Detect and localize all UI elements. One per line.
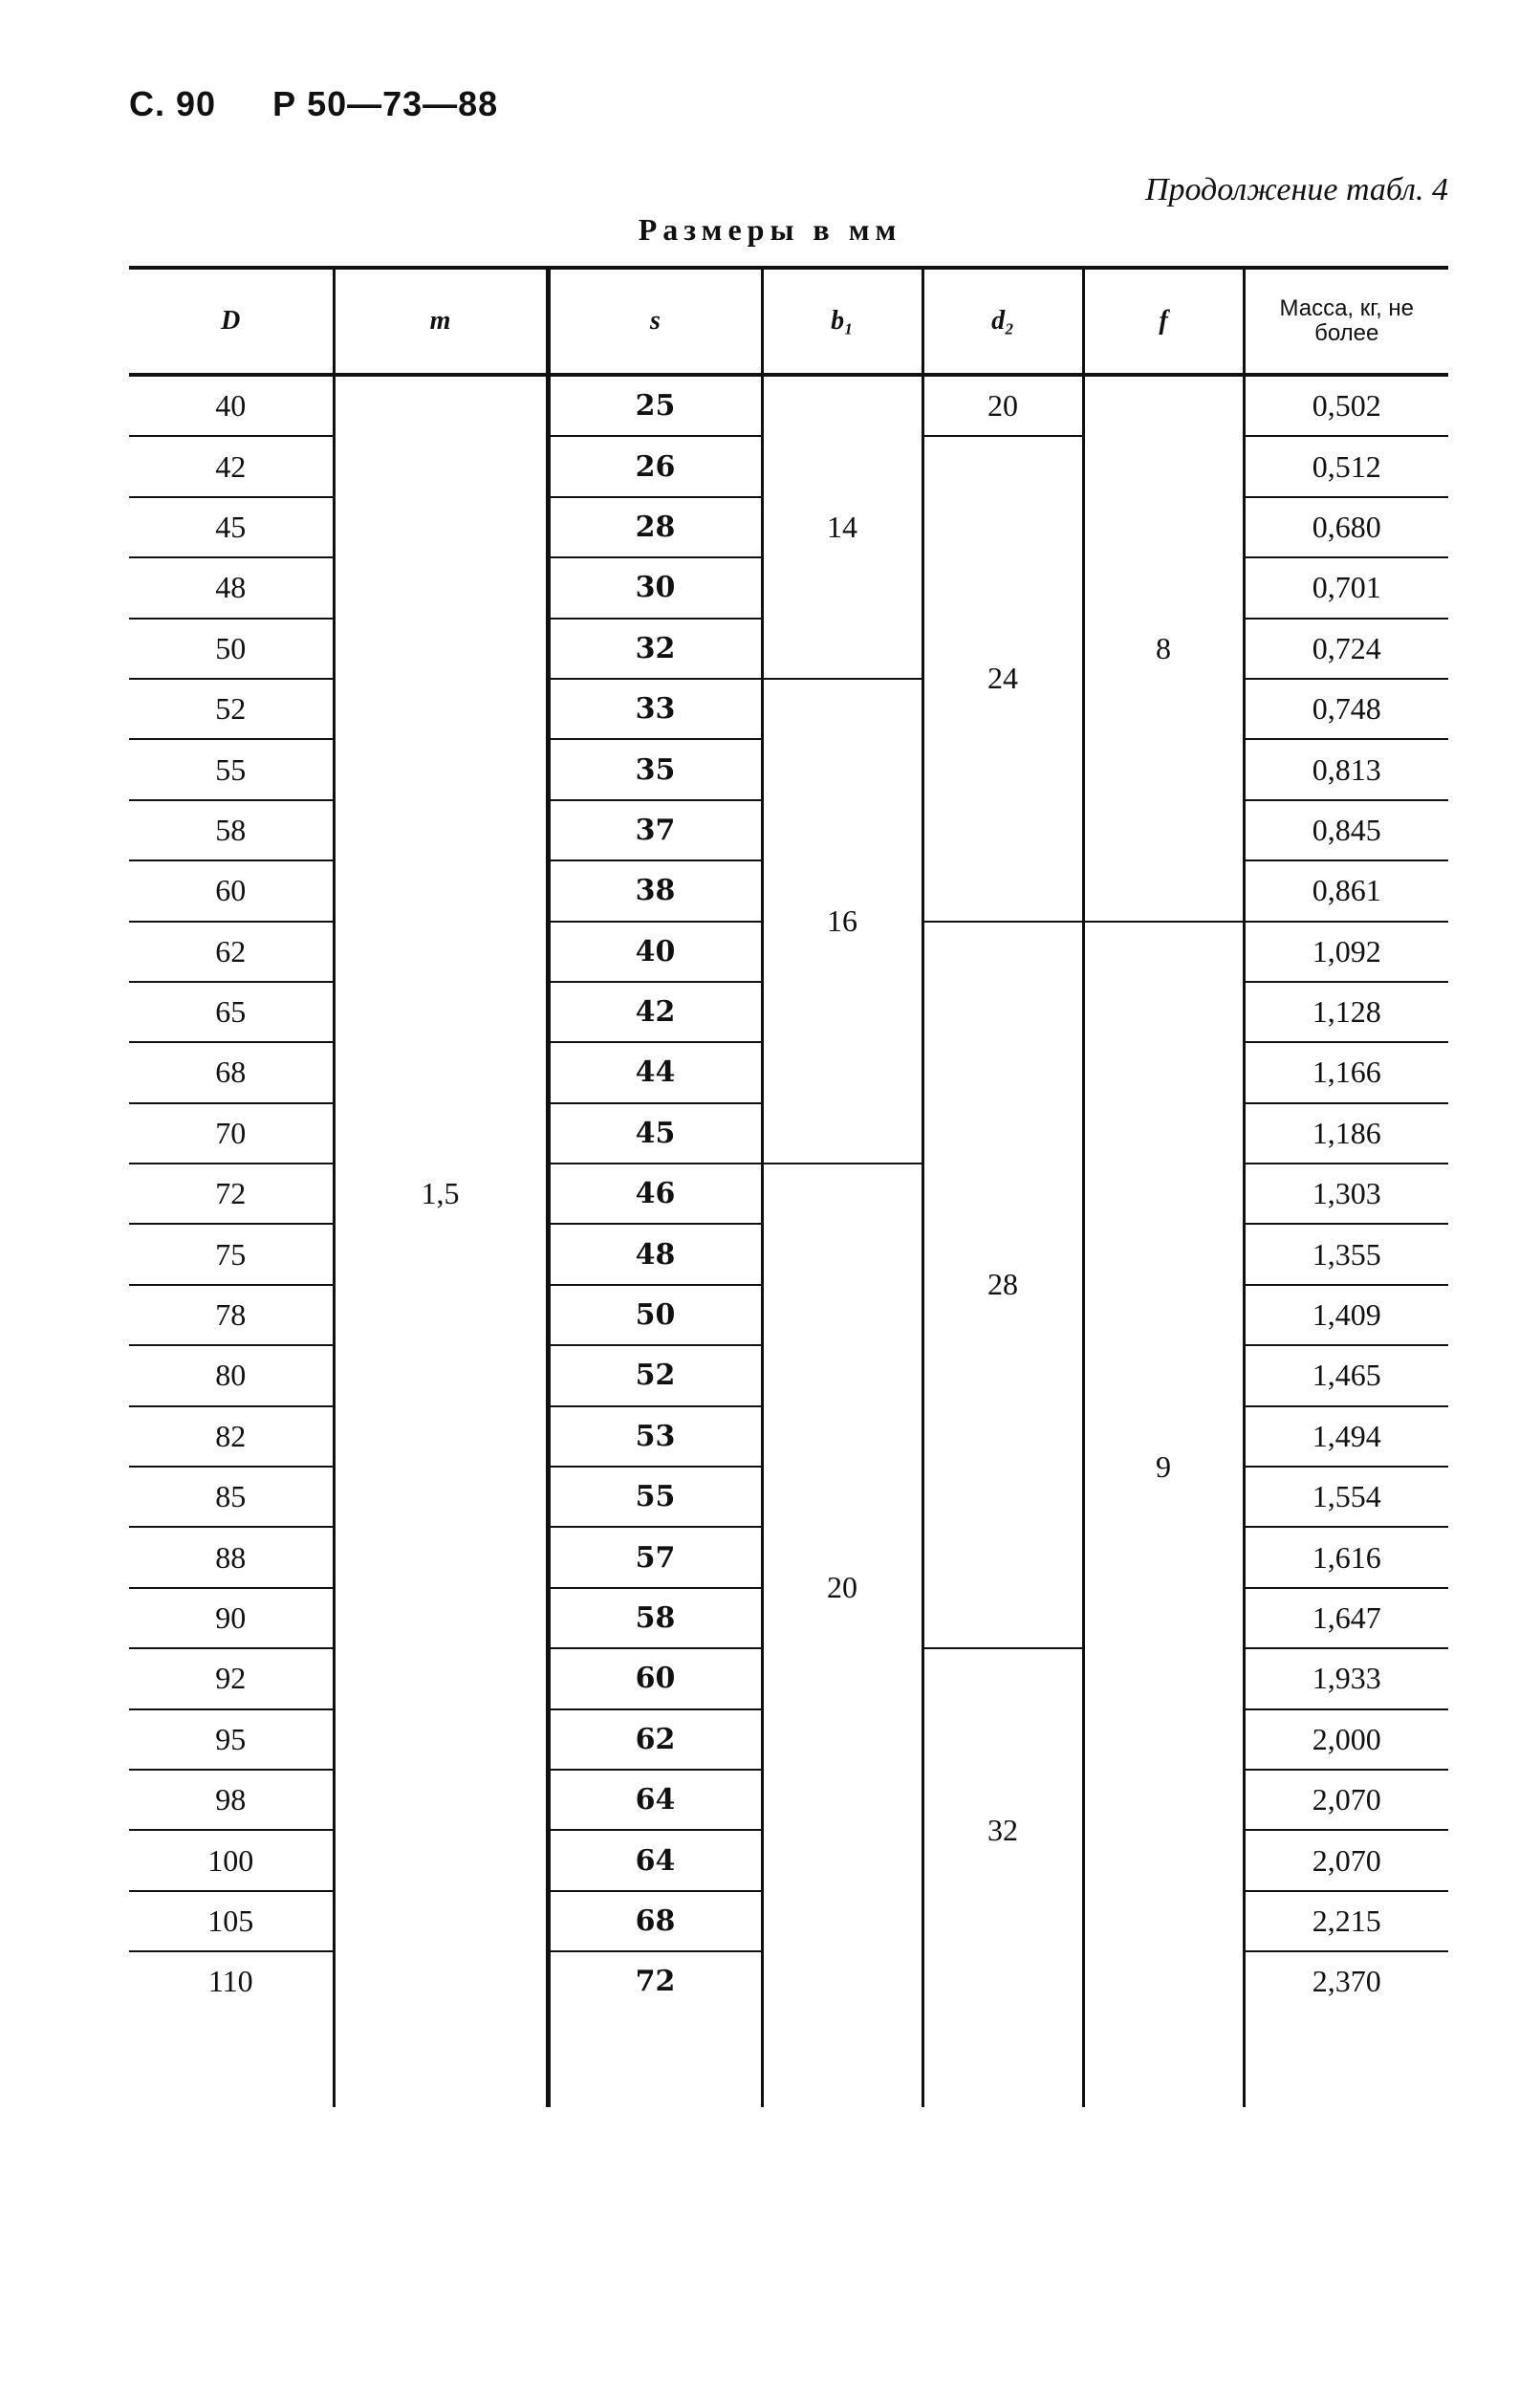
cell-s: 25 [548,375,762,436]
spacer-cell [922,2012,1083,2107]
cell-s: 35 [548,739,762,799]
spacer-cell [1244,2012,1448,2107]
cell-mass: 0,748 [1244,679,1448,739]
page-number: С. 90 [129,84,217,123]
cell-D: 88 [129,1527,334,1587]
cell-s: 72 [548,1951,762,2011]
table-bottom-spacer [129,2012,1448,2107]
cell-D: 78 [129,1285,334,1345]
cell-mass: 0,502 [1244,375,1448,436]
cell-mass: 0,724 [1244,619,1448,679]
cell-mass: 2,000 [1244,1709,1448,1770]
cell-s: 62 [548,1709,762,1770]
cell-b1: 14 [762,375,922,679]
cell-s: 60 [548,1648,762,1708]
cell-D: 90 [129,1588,334,1648]
cell-b1: 20 [762,1164,922,2011]
table-row [129,679,1448,739]
cell-D: 62 [129,922,334,982]
cell-s: 38 [548,860,762,921]
cell-mass: 1,465 [1244,1345,1448,1405]
cell-s: 44 [548,1042,762,1102]
table-caption: Размеры в мм [638,212,902,247]
cell-D: 52 [129,679,334,739]
dimensions-table [129,266,1448,2107]
cell-D: 45 [129,497,334,557]
cell-D: 58 [129,800,334,860]
cell-s: 64 [548,1770,762,1830]
cell-mass: 0,512 [1244,436,1448,496]
cell-mass: 0,701 [1244,557,1448,618]
cell-s: 28 [548,497,762,557]
cell-D: 100 [129,1830,334,1890]
cell-s: 50 [548,1285,762,1345]
cell-mass: 0,861 [1244,860,1448,921]
page-header [129,84,544,124]
cell-D: 92 [129,1648,334,1708]
table-row [129,1164,1448,1224]
cell-D: 105 [129,1891,334,1951]
cell-s: 30 [548,557,762,618]
cell-d2: 32 [922,1648,1083,2011]
table-row [129,375,1448,436]
header-b1: b₁ [762,268,922,375]
cell-D: 80 [129,1345,334,1405]
cell-s: 40 [548,922,762,982]
cell-mass: 1,616 [1244,1527,1448,1587]
cell-D: 55 [129,739,334,799]
cell-mass: 1,494 [1244,1406,1448,1467]
cell-s: 58 [548,1588,762,1648]
cell-D: 110 [207,1964,253,1999]
cell-D: 95 [129,1709,334,1770]
cell-mass: 0,680 [1244,497,1448,557]
cell-mass: 2,070 [1244,1830,1448,1890]
cell-s: 52 [548,1345,762,1405]
cell-D: 50 [129,619,334,679]
table-continuation-label: Продолжение табл. 4 [1144,172,1448,207]
cell-D: 75 [129,1224,334,1284]
cell-s: 33 [548,679,762,739]
document-code: Р 50—73—88 [272,84,499,123]
cell-D: 68 [129,1042,334,1102]
header-f: f [1083,268,1244,375]
header-m: m [334,268,548,375]
cell-mass: 0,813 [1244,739,1448,799]
cell-s: 68 [548,1891,762,1951]
cell-d2: 28 [922,922,1083,1649]
cell-s: 57 [548,1527,762,1587]
cell-mass: 1,933 [1244,1648,1448,1708]
header-D: D [129,268,334,375]
cell-mass: 1,554 [1244,1467,1448,1527]
cell-mass: 1,128 [1244,982,1448,1042]
table-body [129,375,1448,2107]
dimensions-table-container [129,266,1448,2107]
cell-D: 70 [129,1103,334,1164]
cell-s: 46 [548,1164,762,1224]
spacer-cell [334,2012,548,2107]
cell-f: 9 [1083,922,1244,2012]
cell-D: 60 [129,860,334,921]
header-d2: d₂ [922,268,1083,375]
header-mass: Масса, кг, не более [1244,268,1448,375]
cell-mass: 1,166 [1244,1042,1448,1102]
cell-s: 45 [548,1103,762,1164]
cell-d2: 20 [922,375,1083,436]
cell-D: 72 [129,1164,334,1224]
cell-D: 65 [129,982,334,1042]
spacer-cell [1083,2012,1244,2107]
cell-mass: 1,647 [1244,1588,1448,1648]
cell-mass: 1,409 [1244,1285,1448,1345]
cell-mass: 0,845 [1244,800,1448,860]
cell-s: 55 [548,1467,762,1527]
header-s: s [548,268,762,375]
cell-m: 1,5 [334,375,548,2012]
cell-s: 26 [548,436,762,496]
cell-mass: 1,092 [1244,922,1448,982]
cell-d2: 24 [922,436,1083,921]
cell-D: 82 [129,1406,334,1467]
cell-s: 53 [548,1406,762,1467]
spacer-cell [129,2012,334,2107]
cell-D: 48 [129,557,334,618]
cell-s: 32 [548,619,762,679]
table-header-row [129,268,1448,375]
cell-s: 64 [548,1830,762,1890]
cell-b1: 16 [762,679,922,1164]
cell-mass: 1,303 [1244,1164,1448,1224]
cell-D: 40 [129,375,334,436]
cell-f: 8 [1083,375,1244,922]
cell-mass: 1,186 [1244,1103,1448,1164]
cell-s: 48 [548,1224,762,1284]
cell-mass: 1,355 [1244,1224,1448,1284]
cell-D: 85 [129,1467,334,1527]
cell-mass: 2,070 [1244,1770,1448,1830]
cell-s: 42 [548,982,762,1042]
cell-mass: 2,370 [1244,1951,1448,2011]
spacer-cell [762,2012,922,2107]
cell-D: 98 [129,1770,334,1830]
cell-s: 37 [548,800,762,860]
spacer-cell [548,2012,762,2107]
cell-D: 42 [129,436,334,496]
cell-mass: 2,215 [1244,1891,1448,1951]
